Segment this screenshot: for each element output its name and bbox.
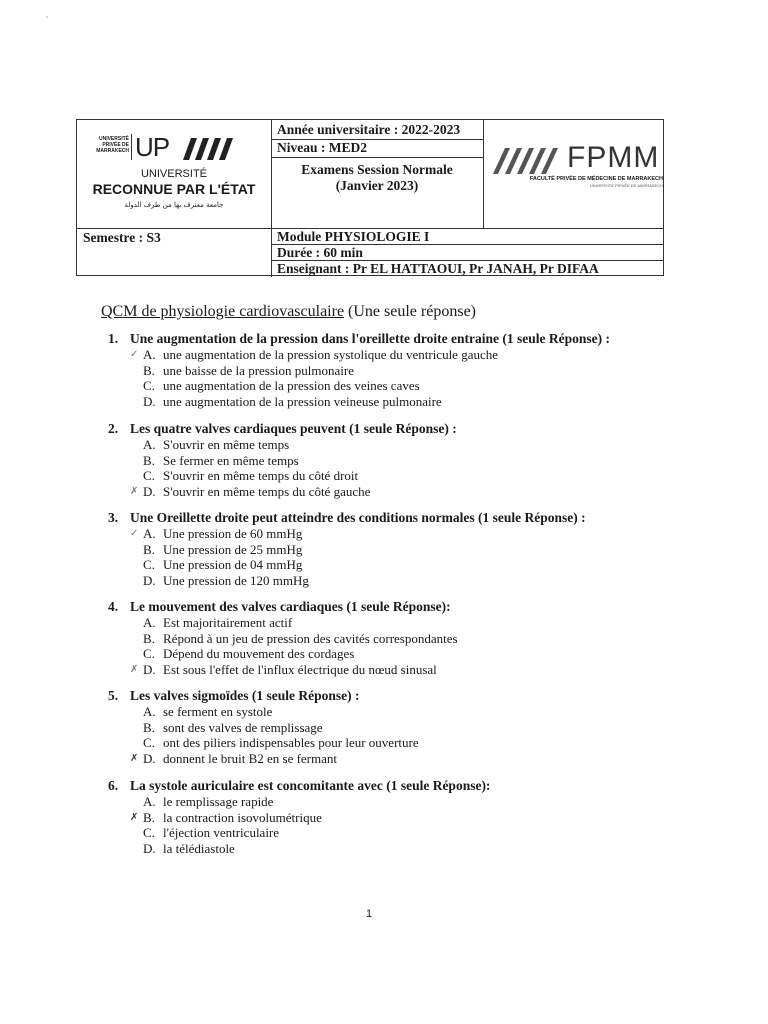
university-mark: UP: [135, 132, 170, 162]
question-6: [108, 778, 668, 856]
divider: [483, 120, 484, 228]
option-d: ✗ D. Est sous l'effet de l'influx électrique du nœud sinusal: [130, 661, 437, 677]
option-d: D. une augmentation de la pression veineuse pulmonaire: [143, 393, 442, 409]
option-d: D. Une pression de 120 mmHg: [143, 572, 309, 588]
university-small-text: UNIVERSITÉ PRIVÉE DE MARRAKECH: [96, 136, 129, 154]
university-arabic-text: جامعة معترف بها من طرف الدولة: [124, 201, 224, 209]
logo-divider: [131, 134, 132, 160]
option-a: A. se ferment en systole: [143, 704, 273, 719]
question-1: [108, 331, 668, 409]
question-5: [108, 688, 668, 766]
option-a: A. S'ouvrir en même temps: [143, 437, 290, 452]
option-d: ✗ D. S'ouvrir en même temps du côté gauche: [130, 483, 371, 499]
option-c: C. S'ouvrir en même temps du côté droit: [143, 468, 359, 483]
question-2: [108, 421, 668, 499]
fpmm-stripes-icon: [493, 148, 565, 174]
option-b: B. Se fermer en même temps: [143, 452, 299, 468]
question-stem: 3. Une Oreillette droite peut atteindre des conditions normales (1 seule Réponse) :: [108, 510, 586, 525]
option-b: ✗ B. la contraction isovolumétrique: [130, 809, 322, 825]
question-stem: 4. Le mouvement des valves cardiaques (1 seule Réponse):: [108, 599, 451, 614]
option-c: C. l'éjection ventriculaire: [143, 825, 280, 840]
fpmm-name: FPMM: [567, 141, 660, 174]
stripes-icon: [177, 138, 233, 160]
module: Module PHYSIOLOGIE I: [277, 229, 430, 244]
option-a: ✓ A. une augmentation de la pression systolique du ventricule gauche: [130, 347, 499, 362]
question-stem: 5. Les valves sigmoïdes (1 seule Réponse) :: [108, 688, 360, 703]
option-b: B. une baisse de la pression pulmonaire: [143, 362, 354, 378]
exam-session: Examens Session Normale (Janvier 2023): [301, 162, 453, 193]
cross-mark-icon: ✗: [130, 485, 139, 497]
option-b: B. Répond à un jeu de pression des cavités correspondantes: [143, 630, 458, 646]
cross-mark-icon: ✗: [130, 811, 139, 823]
option-d: ✗ D. donnent le bruit B2 en se fermant: [130, 750, 338, 766]
cross-mark-icon: ✗: [130, 752, 139, 764]
university-recognition: RECONNUE PAR L'ÉTAT: [92, 181, 256, 197]
teachers: Enseignant : Pr EL HATTAOUI, Pr JANAH, Pr DIFAA: [277, 261, 599, 276]
fpmm-logo: [489, 142, 665, 192]
divider: [271, 120, 272, 277]
option-a: A. Est majoritairement actif: [143, 615, 293, 630]
scan-speck: [46, 16, 48, 18]
semester: Semestre : S3: [83, 230, 161, 245]
option-b: B. Une pression de 25 mmHg: [143, 541, 303, 557]
option-c: C. ont des piliers indispensables pour leur ouverture: [143, 735, 419, 750]
question-stem: 2. Les quatre valves cardiaques peuvent (1 seule Réponse) :: [108, 421, 457, 436]
fpmm-subtitle-2: UNIVERSITÉ PRIVÉE DE MARRAKECH: [589, 183, 663, 188]
question-stem: 6. La systole auriculaire est concomitante avec (1 seule Réponse):: [108, 778, 491, 793]
level: Niveau : MED2: [277, 140, 367, 155]
academic-year: Année universitaire : 2022-2023: [277, 122, 461, 137]
fpmm-subtitle: FACULTÉ PRIVÉE DE MÉDECINE DE MARRAKECH: [529, 176, 663, 182]
option-a: ✓ A. Une pression de 60 mmHg: [130, 526, 303, 541]
exam-title: QCM de physiologie cardiovasculaire (Une seule réponse): [101, 303, 476, 320]
duration: Durée : 60 min: [277, 245, 363, 260]
cross-mark-icon: ✗: [130, 663, 139, 675]
question-4: [108, 599, 668, 677]
question-stem: 1. Une augmentation de la pression dans l'oreillette droite entraine (1 seule Réponse) :: [108, 331, 610, 346]
check-mark-icon: ✓: [130, 528, 139, 539]
option-c: C. Une pression de 04 mmHg: [143, 557, 303, 572]
option-d: D. la télédiastole: [143, 840, 235, 856]
divider: [271, 157, 483, 158]
option-c: C. une augmentation de la pression des veines caves: [143, 378, 420, 393]
header-table: [76, 119, 664, 276]
check-mark-icon: ✓: [130, 349, 139, 360]
question-3: [108, 510, 668, 588]
page-number: 1: [366, 908, 373, 920]
option-c: C. Dépend du mouvement des cordages: [143, 646, 355, 661]
university-name: UNIVERSITÉ: [140, 168, 207, 180]
option-b: B. sont des valves de remplissage: [143, 719, 323, 735]
university-logo: [85, 130, 263, 220]
option-a: A. le remplissage rapide: [143, 794, 274, 809]
